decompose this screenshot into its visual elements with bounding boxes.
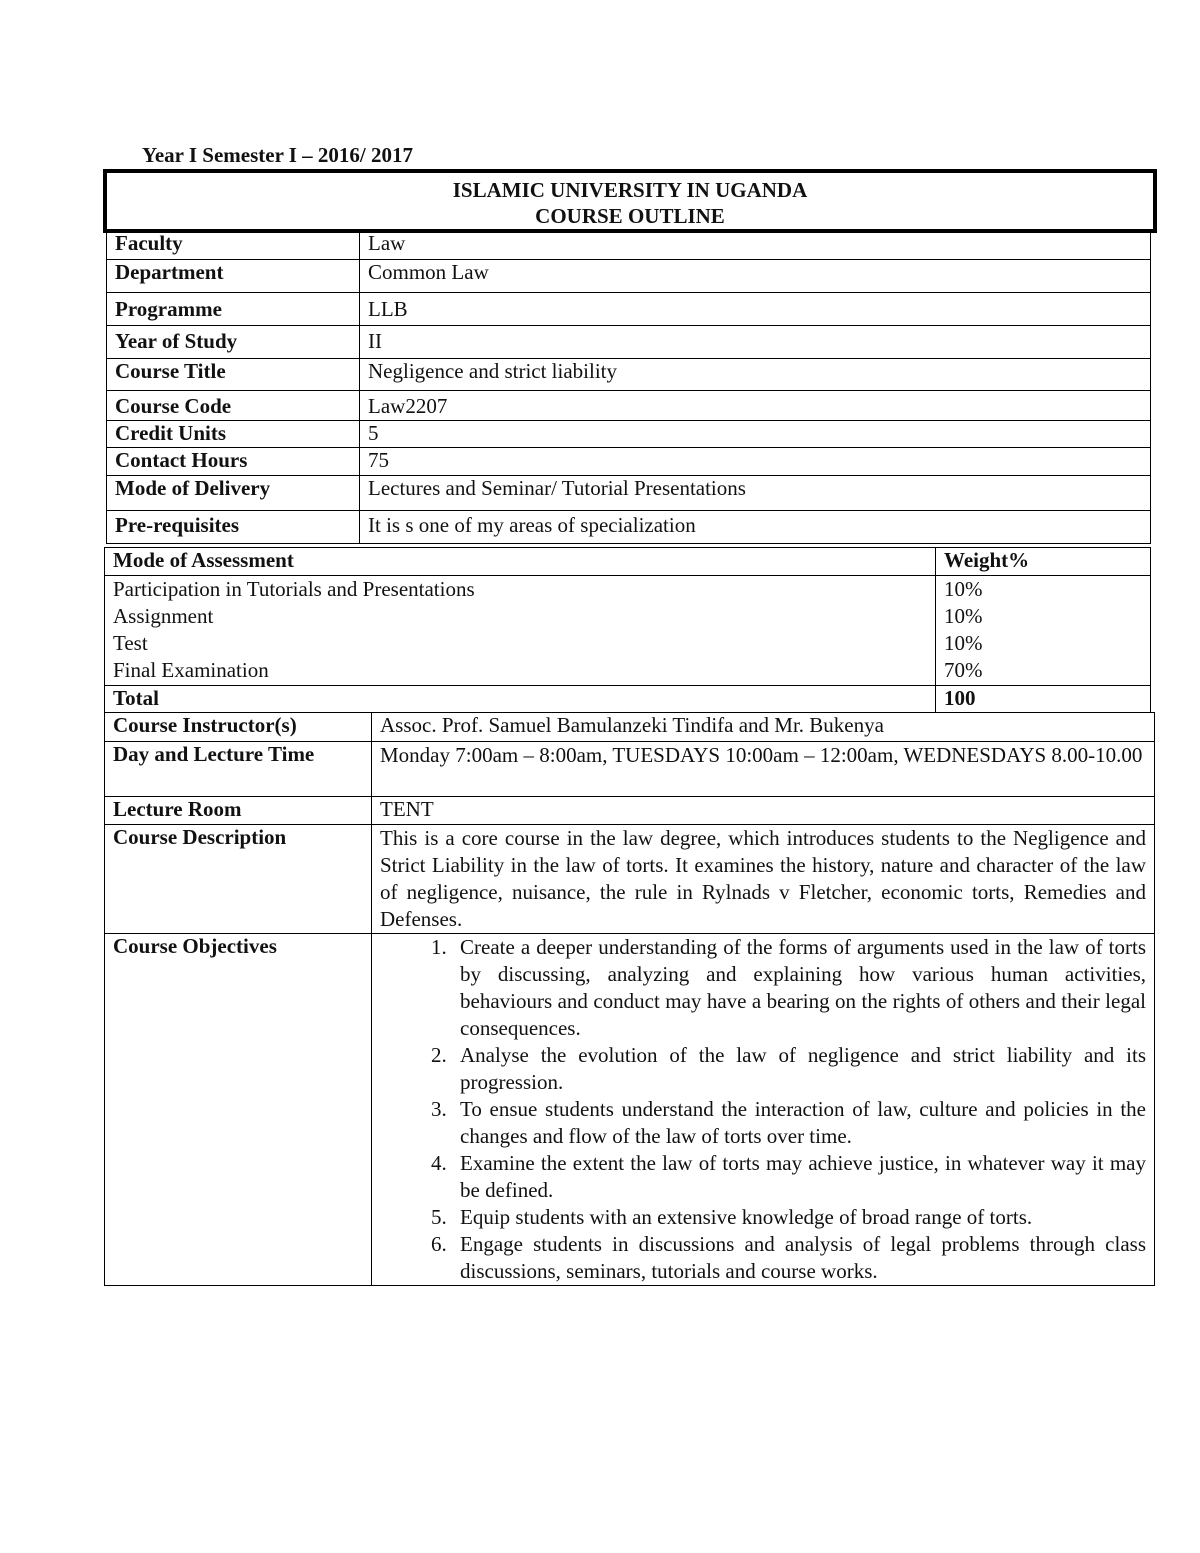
table-row [107, 448, 1151, 476]
table-row [107, 359, 1151, 391]
assessment-header: Mode of Assessment [105, 548, 936, 576]
course-info-table [106, 230, 1151, 544]
instructor-value: Assoc. Prof. Samuel Bamulanzeki Tindifa and Mr. Bukenya [372, 713, 1155, 742]
document-subtitle: COURSE OUTLINE [535, 204, 725, 228]
row-label: Course Code [107, 391, 360, 421]
list-item: Test [113, 631, 148, 655]
table-row [105, 742, 1155, 797]
room-value: TENT [372, 797, 1155, 825]
assessment-weights [936, 576, 1151, 686]
objectives-cell [372, 934, 1155, 1286]
table-row [105, 713, 1155, 742]
row-value: 5 [360, 421, 1151, 448]
table-row [107, 511, 1151, 544]
list-item: 10% [944, 604, 983, 628]
table-row [105, 934, 1155, 1286]
table-row [107, 260, 1151, 293]
row-label: Department [107, 260, 360, 293]
list-item: 6. Engage students in discussions and analysis of legal problems through class discussions, seminars, tutorials and course works. [452, 1231, 1146, 1285]
weight-header: Weight% [936, 548, 1151, 576]
course-detail-table [104, 712, 1155, 1286]
list-item: Participation in Tutorials and Presentations [113, 577, 475, 601]
row-label: Course Title [107, 359, 360, 391]
list-item: 3. To ensue students understand the interaction of law, culture and policies in the changes and flow of the law of torts over time. [452, 1096, 1146, 1150]
row-value: It is s one of my areas of specialization [360, 511, 1151, 544]
list-item: Assignment [113, 604, 214, 628]
row-value: Lectures and Seminar/ Tutorial Presentations [360, 476, 1151, 511]
table-row [107, 231, 1151, 260]
table-row [105, 797, 1155, 825]
table-row [107, 326, 1151, 359]
table-row [107, 391, 1151, 421]
time-value: Monday 7:00am – 8:00am, TUESDAYS 10:00am – 12:00am, WEDNESDAYS 8.00-10.00 [372, 742, 1155, 797]
total-label: Total [105, 686, 936, 713]
objectives-list [380, 934, 1146, 1285]
assessment-items [105, 576, 936, 686]
table-row [107, 293, 1151, 326]
instructor-label: Course Instructor(s) [105, 713, 372, 742]
list-item: 4. Examine the extent the law of torts may achieve justice, in whatever way it may be defined. [452, 1150, 1146, 1204]
row-label: Faculty [107, 231, 360, 260]
list-item: 10% [944, 577, 983, 601]
row-label: Mode of Delivery [107, 476, 360, 511]
description-value: This is a core course in the law degree, which introduces students to the Negligence and Strict Liability in the law of torts. It examines the history, nature and character of the law of negligence, nuisance, the rule in Rylnads v Fletcher, economic torts, Remedies and Defenses. [372, 825, 1155, 934]
row-label: Year of Study [107, 326, 360, 359]
description-label: Course Description [105, 825, 372, 934]
row-value: Law2207 [360, 391, 1151, 421]
row-value: Negligence and strict liability [360, 359, 1151, 391]
row-label: Pre-requisites [107, 511, 360, 544]
table-row [105, 825, 1155, 934]
row-value: Common Law [360, 260, 1151, 293]
row-value: II [360, 326, 1151, 359]
list-item: Final Examination [113, 658, 269, 682]
list-item: 5. Equip students with an extensive knowledge of broad range of torts. [452, 1204, 1146, 1231]
list-item: 70% [944, 658, 983, 682]
room-label: Lecture Room [105, 797, 372, 825]
row-label: Credit Units [107, 421, 360, 448]
assessment-table [104, 547, 1151, 713]
university-name: ISLAMIC UNIVERSITY IN UGANDA [452, 178, 808, 202]
list-item: 2. Analyse the evolution of the law of negligence and strict liability and its progression. [452, 1042, 1146, 1096]
time-label: Day and Lecture Time [105, 742, 372, 797]
list-item: 1. Create a deeper understanding of the forms of arguments used in the law of torts by discussing, analyzing and explaining how various human activities, behaviours and conduct may have a bearing on the rights of others and their legal consequences. [452, 934, 1146, 1042]
table-row [105, 576, 1151, 686]
semester-line: Year I Semester I – 2016/ 2017 [142, 143, 414, 167]
row-value: Law [360, 231, 1151, 260]
row-value: 75 [360, 448, 1151, 476]
row-label: Programme [107, 293, 360, 326]
table-row [107, 476, 1151, 511]
table-row [105, 686, 1151, 713]
list-item: 10% [944, 631, 983, 655]
document-header [103, 169, 1157, 233]
row-label: Contact Hours [107, 448, 360, 476]
total-value: 100 [936, 686, 1151, 713]
objectives-label: Course Objectives [105, 934, 372, 1286]
table-row [107, 421, 1151, 448]
table-row [105, 548, 1151, 576]
row-value: LLB [360, 293, 1151, 326]
